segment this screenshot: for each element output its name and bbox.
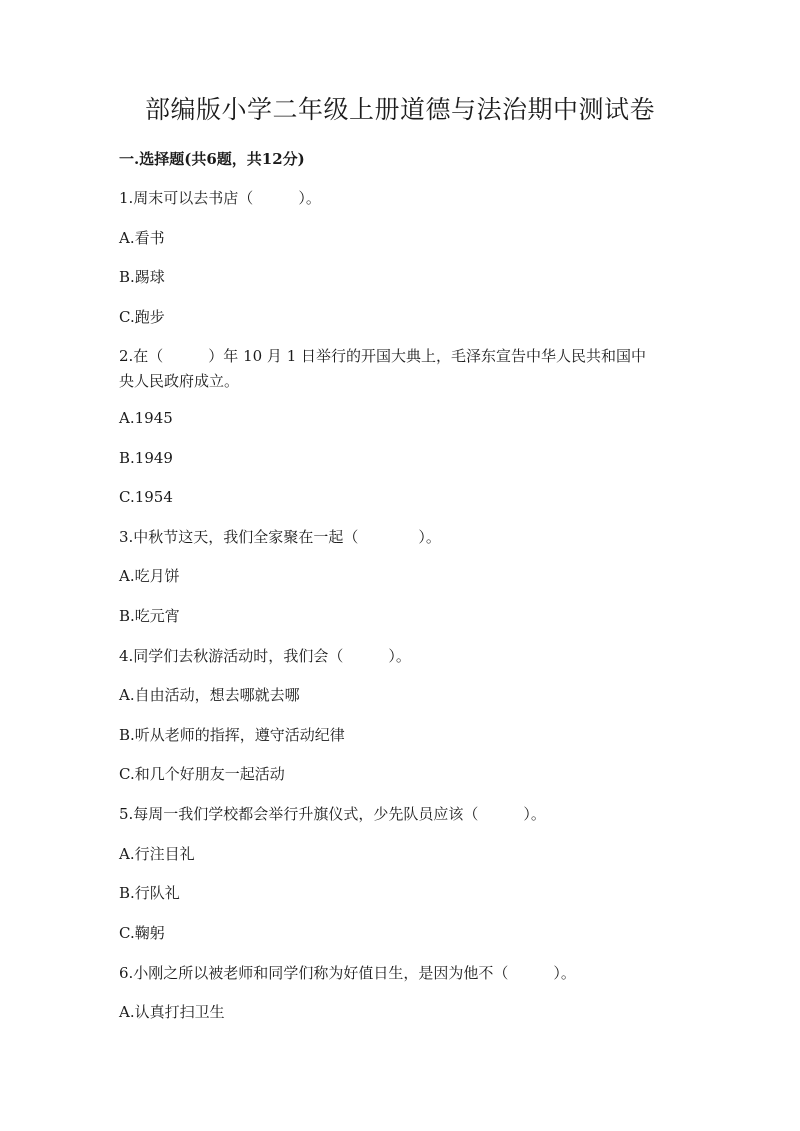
question-5-stem: 5.每周一我们学校都会举行升旗仪式，少先队员应该（ ）。 [119, 805, 546, 823]
question-1-option-b: B.踢球 [119, 268, 165, 286]
question-2-stem-line-2: 央人民政府成立。 [119, 372, 240, 390]
question-4-option-b: B.听从老师的指挥，遵守活动纪律 [119, 726, 345, 744]
question-5-option-a: A.行注目礼 [119, 845, 195, 863]
question-2-option-a: A.1945 [119, 409, 173, 427]
question-2-option-b: B.1949 [119, 449, 173, 467]
question-3-option-b: B.吃元宵 [119, 607, 180, 625]
question-1-option-c: C.跑步 [119, 308, 165, 326]
question-6-stem: 6.小刚之所以被老师和同学们称为好值日生，是因为他不（ ）。 [119, 964, 576, 982]
question-4-option-c: C.和几个好朋友一起活动 [119, 765, 285, 783]
question-5-option-c: C.鞠躬 [119, 924, 165, 942]
question-1-option-a: A.看书 [119, 229, 165, 247]
question-2-stem-line-1: 2.在（ ）年 10 月 1 日举行的开国大典上，毛泽东宣告中华人民共和国中 [119, 347, 647, 365]
section-heading: 一.选择题(共6题，共12分) [119, 150, 305, 168]
question-3-stem: 3.中秋节这天，我们全家聚在一起（ ）。 [119, 528, 441, 546]
question-1-stem: 1.周末可以去书店（ ）。 [119, 189, 321, 207]
question-6-option-a: A.认真打扫卫生 [119, 1003, 225, 1021]
question-4-option-a: A.自由活动，想去哪就去哪 [119, 686, 300, 704]
exam-title: 部编版小学二年级上册道德与法治期中测试卷 [144, 95, 655, 124]
question-4-stem: 4.同学们去秋游活动时，我们会（ ）。 [119, 647, 411, 665]
question-3-option-a: A.吃月饼 [119, 567, 180, 585]
question-2-option-c: C.1954 [119, 488, 173, 506]
question-5-option-b: B.行队礼 [119, 884, 180, 902]
